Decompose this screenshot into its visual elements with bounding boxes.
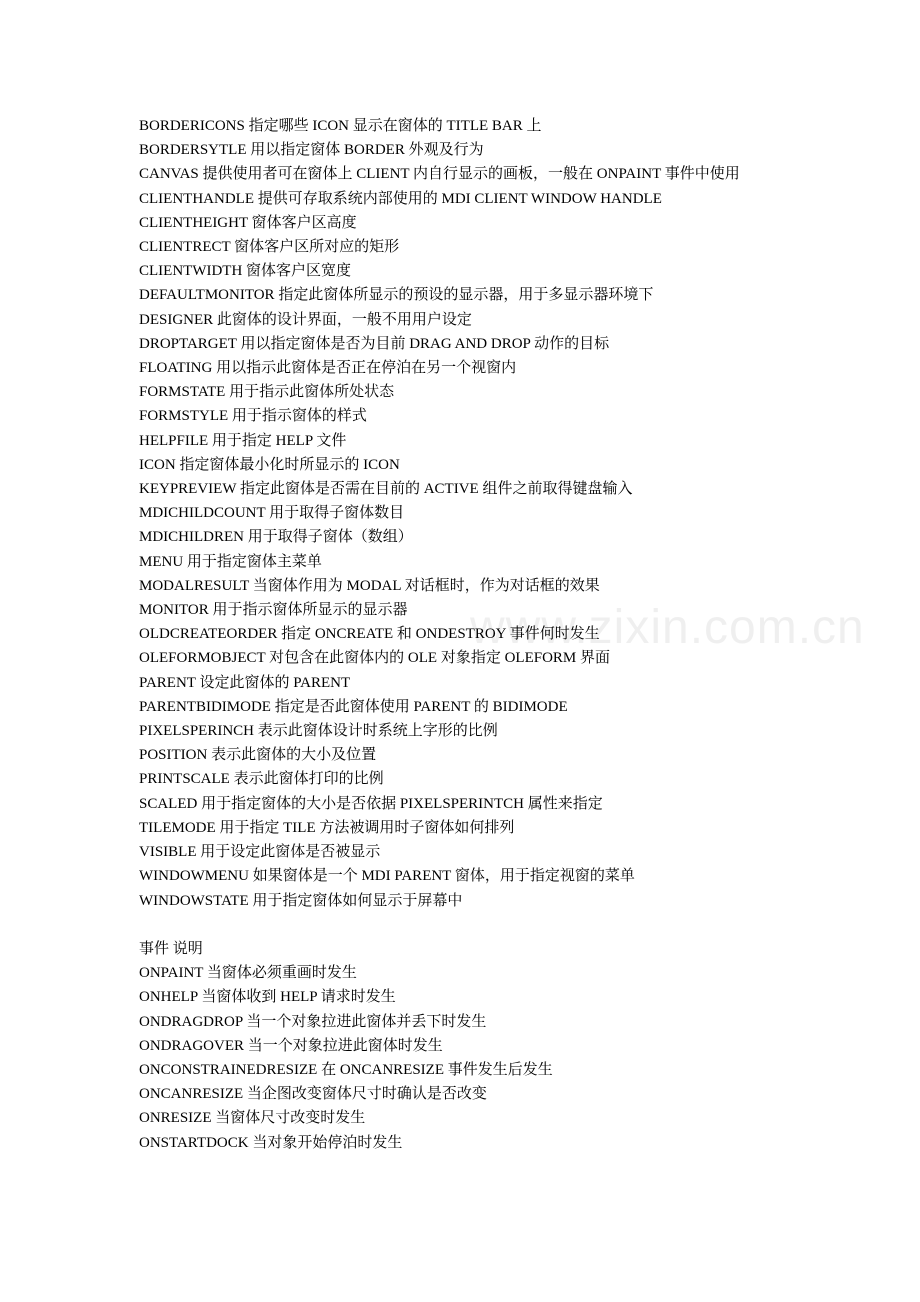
event-line-ondragover: ONDRAGOVER 当一个对象拉进此窗体时发生	[139, 1037, 443, 1054]
property-line-printscale: PRINTSCALE 表示此窗体打印的比例	[139, 771, 384, 788]
events-list	[139, 961, 789, 1155]
property-line-mdichildcount: MDICHILDCOUNT 用于取得子窗体数目	[139, 505, 405, 522]
event-line-oncanresize: ONCANRESIZE 当企图改变窗体尺寸时确认是否改变	[139, 1086, 487, 1103]
properties-list	[139, 114, 789, 913]
event-line-onconstrainedresize: ONCONSTRAINEDRESIZE 在 ONCANRESIZE 事件发生后发生	[139, 1061, 553, 1078]
property-line-icon: ICON 指定窗体最小化时所显示的 ICON	[139, 456, 400, 473]
watermark-text: www.zixin.com.cn	[470, 601, 865, 654]
property-line-oldcreateorder: OLDCREATEORDER 指定 ONCREATE 和 ONDESTROY 事件何时发生	[139, 626, 600, 643]
property-line-formstate: FORMSTATE 用于指示此窗体所处状态	[139, 384, 395, 401]
property-line-monitor: MONITOR 用于指示窗体所显示的显示器	[139, 602, 408, 619]
property-line-clientheight: CLIENTHEIGHT 窗体客户区高度	[139, 214, 357, 231]
property-line-helpfile: HELPFILE 用于指定 HELP 文件	[139, 432, 347, 449]
property-line-keypreview: KEYPREVIEW 指定此窗体是否需在目前的 ACTIVE 组件之前取得键盘输入	[139, 481, 633, 498]
event-line-onpaint: ONPAINT 当窗体必须重画时发生	[139, 965, 357, 982]
property-line-canvas: CANVAS 提供使用者可在窗体上 CLIENT 内自行显示的画板，一般在 ONPAINT 事件中使用	[139, 166, 740, 183]
events-header: 事件 说明	[139, 940, 203, 957]
property-line-formstyle: FORMSTYLE 用于指示窗体的样式	[139, 408, 367, 425]
property-line-modalresult: MODALRESULT 当窗体作用为 MODAL 对话框时，作为对话框的效果	[139, 577, 600, 594]
property-line-tilemode: TILEMODE 用于指定 TILE 方法被调用时子窗体如何排列	[139, 819, 515, 836]
property-line-parent: PARENT 设定此窗体的 PARENT	[139, 674, 351, 691]
property-line-parentbidimode: PARENTBIDIMODE 指定是否此窗体使用 PARENT 的 BIDIMODE	[139, 698, 568, 715]
property-line-windowstate: WINDOWSTATE 用于指定窗体如何显示于屏幕中	[139, 892, 463, 909]
property-line-bordersytle: BORDERSYTLE 用以指定窗体 BORDER 外观及行为	[139, 142, 484, 159]
event-line-onhelp: ONHELP 当窗体收到 HELP 请求时发生	[139, 989, 396, 1006]
property-line-menu: MENU 用于指定窗体主菜单	[139, 553, 322, 570]
property-line-position: POSITION 表示此窗体的大小及位置	[139, 747, 377, 764]
section-spacer	[139, 913, 789, 937]
property-line-defaultmonitor: DEFAULTMONITOR 指定此窗体所显示的预设的显示器，用于多显示器环境下	[139, 287, 654, 304]
property-line-oleformobject: OLEFORMOBJECT 对包含在此窗体内的 OLE 对象指定 OLEFORM 界面	[139, 650, 610, 667]
event-line-onstartdock: ONSTARTDOCK 当对象开始停泊时发生	[139, 1134, 403, 1151]
property-line-floating: FLOATING 用以指示此窗体是否正在停泊在另一个视窗内	[139, 360, 517, 377]
property-line-scaled: SCALED 用于指定窗体的大小是否依据 PIXELSPERINTCH 属性来指定	[139, 795, 603, 812]
property-line-clienthandle: CLIENTHANDLE 提供可存取系统内部使用的 MDI CLIENT WINDOW HANDLE	[139, 190, 662, 207]
property-line-clientwidth: CLIENTWIDTH 窗体客户区宽度	[139, 263, 352, 280]
property-line-pixelsperinch: PIXELSPERINCH 表示此窗体设计时系统上字形的比例	[139, 723, 498, 740]
property-line-designer: DESIGNER 此窗体的设计界面，一般不用用户设定	[139, 311, 472, 328]
event-line-ondragdrop: ONDRAGDROP 当一个对象拉进此窗体并丢下时发生	[139, 1013, 487, 1030]
property-line-windowmenu: WINDOWMENU 如果窗体是一个 MDI PARENT 窗体，用于指定视窗的菜单	[139, 868, 635, 885]
property-line-bordericons: BORDERICONS 指定哪些 ICON 显示在窗体的 TITLE BAR 上	[139, 118, 542, 134]
document-page	[139, 114, 789, 1155]
property-line-clientrect: CLIENTRECT 窗体客户区所对应的矩形	[139, 239, 400, 256]
property-line-droptarget: DROPTARGET 用以指定窗体是否为目前 DRAG AND DROP 动作的目标	[139, 335, 610, 352]
property-line-visible: VISIBLE 用于设定此窗体是否被显示	[139, 844, 381, 861]
property-line-mdichildren: MDICHILDREN 用于取得子窗体（数组）	[139, 529, 413, 546]
event-line-onresize: ONRESIZE 当窗体尺寸改变时发生	[139, 1110, 366, 1127]
